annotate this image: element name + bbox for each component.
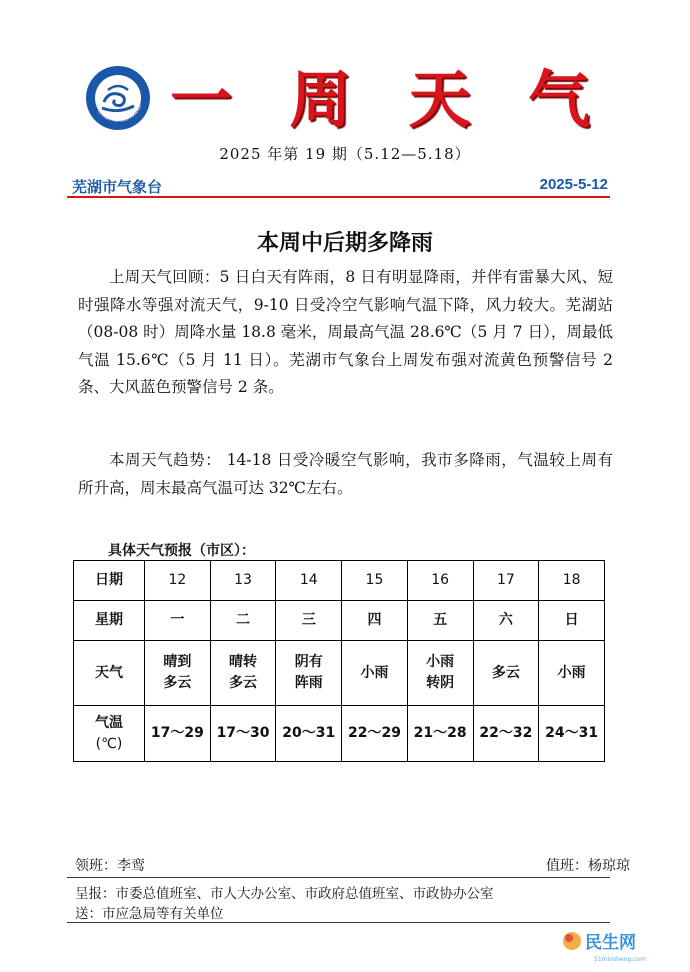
report-to: 呈报：市委总值班室、市人大办公室、市政府总值班室、市政协办公室 xyxy=(75,886,494,902)
forecast-table xyxy=(73,560,605,762)
forecast-table-title: 具体天气预报（市区）： xyxy=(108,543,255,559)
weather-line: 晴到 xyxy=(163,654,192,670)
weather-cell xyxy=(210,641,276,706)
weather-line: 多云 xyxy=(163,675,192,691)
lead-on-duty: 领班：李鸾 xyxy=(75,858,145,874)
weekday-cell: 四 xyxy=(342,601,408,641)
temperature-cell: 21～28 xyxy=(407,706,473,762)
temperature-cell: 17～29 xyxy=(145,706,211,762)
svg-text:51minsheng.com: 51minsheng.com xyxy=(594,956,646,963)
weather-line: 晴转 xyxy=(229,654,258,670)
watermark-text: 民生网 xyxy=(585,933,636,953)
headline: 本周中后期多降雨 xyxy=(256,231,433,256)
date-cell: 12 xyxy=(145,561,211,601)
header-divider xyxy=(67,196,610,198)
weather-line: 小雨 xyxy=(557,664,586,681)
temperature-cell: 22～29 xyxy=(342,706,408,762)
weather-cell xyxy=(276,641,342,706)
review-paragraph: 上周天气回顾：5 日白天有阵雨，8 日有明显降雨，并伴有雷暴大风、短时强降水等强对流天气，9-10 日受冷空气影响气温下降，风力较大。芜湖站（08-08 时）周降水量 18.8 毫米，周最高气温 28.6℃（5 月 7 日），周最低气温 15.6℃（5 月 11 日）。芜湖市气象台上周发布强对流黄色预警信号 2 条、大风蓝色预警信号 2 条。 xyxy=(78,268,613,396)
trend-paragraph: 本周天气趋势： 14-18 日受冷暖空气影响，我市多降雨，气温较上周有所升高，周末最高气温可达 32℃左右。 xyxy=(78,451,613,497)
weather-line: 转阴 xyxy=(426,675,455,691)
date-row xyxy=(74,561,605,601)
weather-line: 小雨 xyxy=(360,664,389,681)
title-char: 一 xyxy=(170,63,233,136)
temp-label: 气温 xyxy=(95,714,123,731)
weekday-row xyxy=(74,601,605,641)
date-cell: 18 xyxy=(539,561,605,601)
weekday-cell: 六 xyxy=(473,601,539,641)
weather-row-label: 天气 xyxy=(74,641,145,706)
temperature-cell: 20～31 xyxy=(276,706,342,762)
date-cell: 14 xyxy=(276,561,342,601)
footer-divider-top xyxy=(67,877,610,878)
date-cell: 15 xyxy=(342,561,408,601)
weather-line: 小雨 xyxy=(426,654,455,670)
issue-date: 2025-5-12 xyxy=(539,176,608,193)
weekday-cell: 二 xyxy=(210,601,276,641)
weather-line: 阵雨 xyxy=(294,675,323,691)
weekly-weather-title xyxy=(170,60,590,140)
title-char: 周 xyxy=(289,63,352,136)
title-char: 气 xyxy=(527,63,590,136)
weather-cell xyxy=(342,641,408,706)
svg-text:CHINA METEOROLOGY: CHINA METEOROLOGY xyxy=(95,103,144,125)
org-name: 芜湖市气象台 xyxy=(72,179,163,196)
weather-line: 阴有 xyxy=(294,654,323,670)
date-cell: 16 xyxy=(407,561,473,601)
weather-cell xyxy=(539,641,605,706)
weekday-row-label: 星期 xyxy=(74,601,145,641)
weather-line: 多云 xyxy=(491,664,520,681)
temperature-row xyxy=(74,706,605,762)
weather-row xyxy=(74,641,605,706)
cma-logo xyxy=(84,64,152,132)
temp-unit: (℃) xyxy=(95,735,123,752)
weekday-cell: 日 xyxy=(539,601,605,641)
send-to: 送：市应急局等有关单位 xyxy=(75,906,224,922)
title-char: 天 xyxy=(408,63,471,136)
date-cell: 17 xyxy=(473,561,539,601)
weekday-cell: 三 xyxy=(276,601,342,641)
date-row-label: 日期 xyxy=(74,561,145,601)
weekday-cell: 一 xyxy=(145,601,211,641)
weather-cell xyxy=(473,641,539,706)
staff-on-duty: 值班：杨琼琼 xyxy=(546,858,630,874)
date-cell: 13 xyxy=(210,561,276,601)
weather-line: 多云 xyxy=(229,675,258,691)
footer-divider-bottom xyxy=(67,922,610,923)
temperature-cell: 17～30 xyxy=(210,706,276,762)
weekday-cell: 五 xyxy=(407,601,473,641)
temperature-row-label xyxy=(74,706,145,762)
temperature-cell: 22～32 xyxy=(473,706,539,762)
temperature-cell: 24～31 xyxy=(539,706,605,762)
issue-line: 2025 年第 19 期（5.12—5.18） xyxy=(219,145,471,163)
weather-cell xyxy=(145,641,211,706)
weather-cell xyxy=(407,641,473,706)
